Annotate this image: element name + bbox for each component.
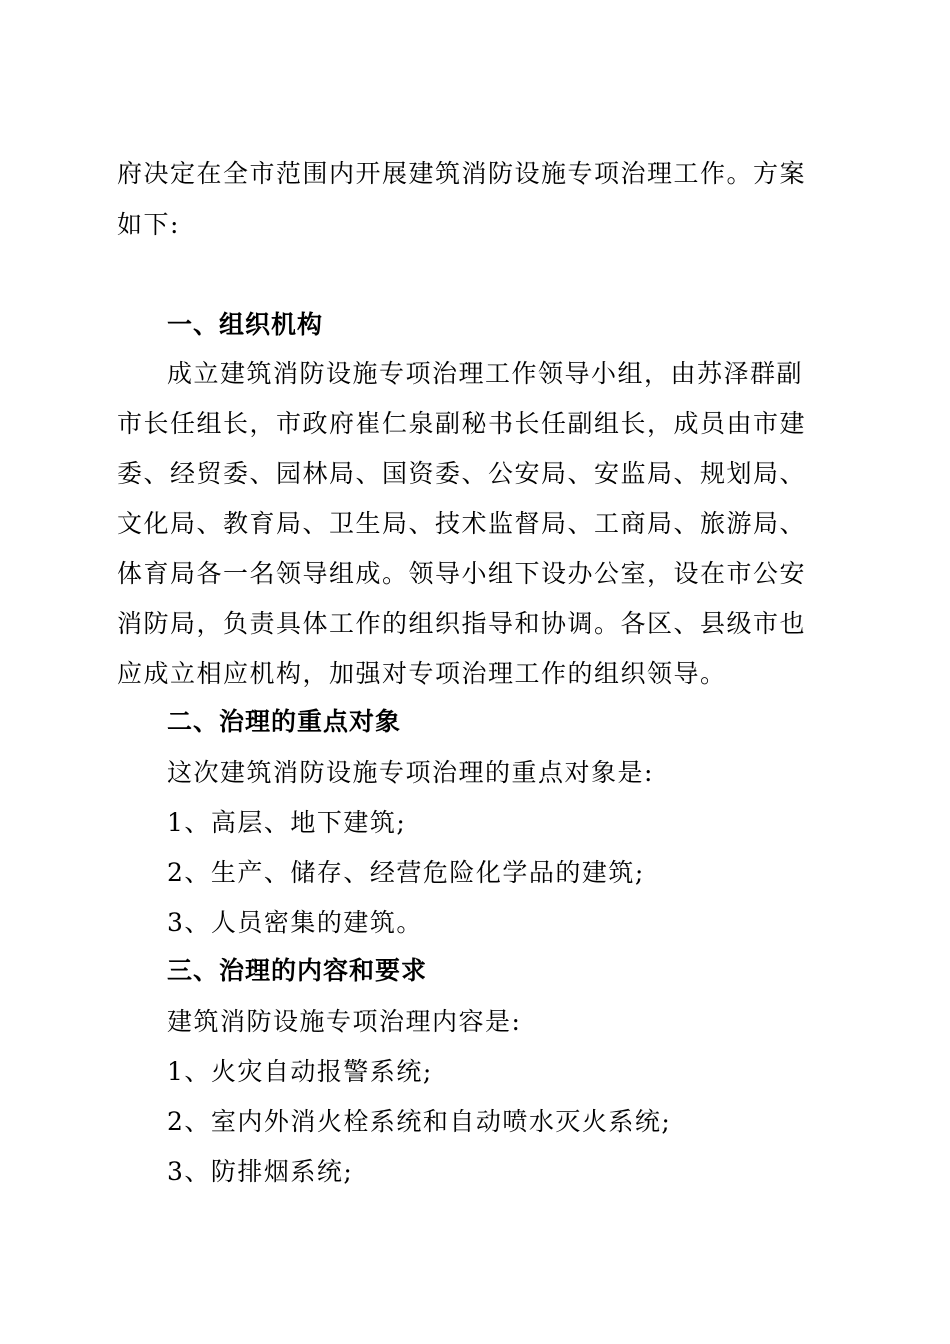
list-item: 3、人员密集的建筑。 [167,908,423,937]
paragraph-line: 消防局，负责具体工作的组织指导和协调。各区、县级市也 [117,609,807,638]
section-heading: 一、组织机构 [167,310,324,339]
paragraph-line: 应成立相应机构，加强对专项治理工作的组织领导。 [117,659,727,688]
list-item: 3、防排烟系统; [167,1157,354,1186]
paragraph-line: 体育局各一名领导组成。领导小组下设办公室，设在市公安 [117,559,807,588]
section-intro: 这次建筑消防设施专项治理的重点对象是: [167,758,654,787]
intro-line: 府决定在全市范围内开展建筑消防设施专项治理工作。方案 [117,159,807,188]
paragraph-line: 市长任组长，市政府崔仁泉副秘书长任副组长，成员由市建 [117,409,807,438]
intro-line: 如下: [117,210,180,239]
section-heading: 三、治理的内容和要求 [167,956,428,985]
section-heading: 二、治理的重点对象 [167,707,402,736]
list-item: 2、生产、储存、经营危险化学品的建筑; [167,858,645,887]
list-item: 1、高层、地下建筑; [167,808,407,837]
paragraph-line: 文化局、教育局、卫生局、技术监督局、工商局、旅游局、 [117,509,807,538]
paragraph-line: 成立建筑消防设施专项治理工作领导小组，由苏泽群副 [167,359,804,388]
paragraph-line: 委、经贸委、园林局、国资委、公安局、安监局、规划局、 [117,459,807,488]
list-item: 1、火灾自动报警系统; [167,1057,433,1086]
section-intro: 建筑消防设施专项治理内容是: [167,1007,522,1036]
list-item: 2、室内外消火栓系统和自动喷水灭火系统; [167,1107,672,1136]
